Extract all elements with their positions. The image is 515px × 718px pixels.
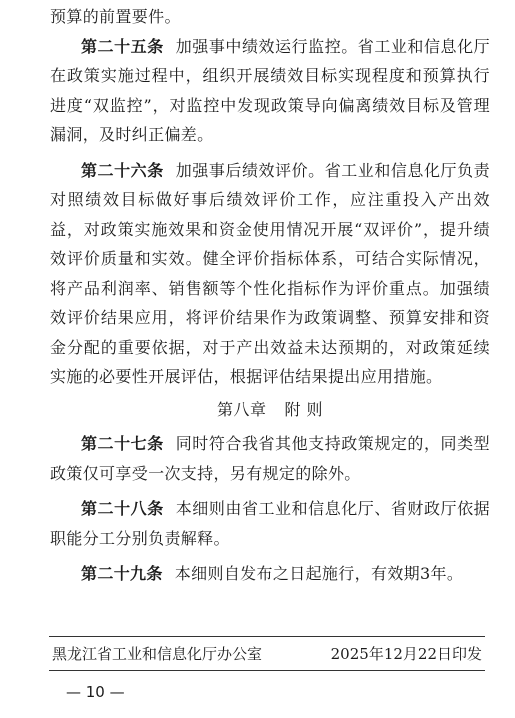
article-28-number: 第二十八条	[81, 499, 164, 518]
document-page	[50, 0, 490, 589]
footer-issuance-line	[52, 644, 482, 664]
footer-top-rule	[49, 636, 485, 637]
article-27-number: 第二十七条	[81, 434, 164, 453]
chapter-title: 附 则	[284, 399, 324, 419]
article-25-number: 第二十五条	[81, 36, 164, 56]
chapter-number: 第八章	[216, 399, 267, 419]
article-28-body: 本细则由省工业和信息化厅、省财政厅依据职能分工分别负责解释。	[50, 499, 490, 548]
chapter-heading	[50, 395, 490, 425]
article-26	[50, 156, 490, 392]
article-26-number: 第二十六条	[81, 160, 164, 180]
page-number: — 10 —	[66, 683, 125, 701]
article-29	[50, 559, 490, 589]
article-28	[50, 494, 490, 553]
article-29-body: 本细则自发布之日起施行，有效期3年。	[174, 564, 464, 583]
article-29-number: 第二十九条	[81, 564, 163, 583]
article-26-body: 加强事后绩效评价。省工业和信息化厅负责对照绩效目标做好事后绩效评价工作，应注重投入产出效益，对政策实施效果和资金使用情况开展“双评价”，提升绩效评价质量和实效。健全评价指标体系，可结合实际情况，将产品利润率、销售额等个性化指标作为评价重点。加强绩效评价结果应用，将评价结果作为政策调整、预算安排和资金分配的重要依据，对于产出效益未达预期的，对政策延续实施的必要性开展评估，根据评估结果提出应用措施。	[50, 160, 490, 386]
article-25	[50, 32, 490, 150]
footer-date: 2025年12月22日印发	[330, 645, 482, 663]
article-27	[50, 429, 490, 488]
footer-issuer: 黑龙江省工业和信息化厅办公室	[52, 645, 263, 663]
continued-paragraph: 预算的前置要件。	[50, 7, 181, 26]
footer-bottom-rule	[49, 670, 485, 671]
article-27-body: 同时符合我省其他支持政策规定的，同类型政策仅可享受一次支持，另有规定的除外。	[50, 434, 490, 483]
article-25-body: 加强事中绩效运行监控。省工业和信息化厅在政策实施过程中，组织开展绩效目标实现程度和预算执行进度“双监控”，对监控中发现政策导向偏离绩效目标及管理漏洞，及时纠正偏差。	[50, 36, 490, 144]
